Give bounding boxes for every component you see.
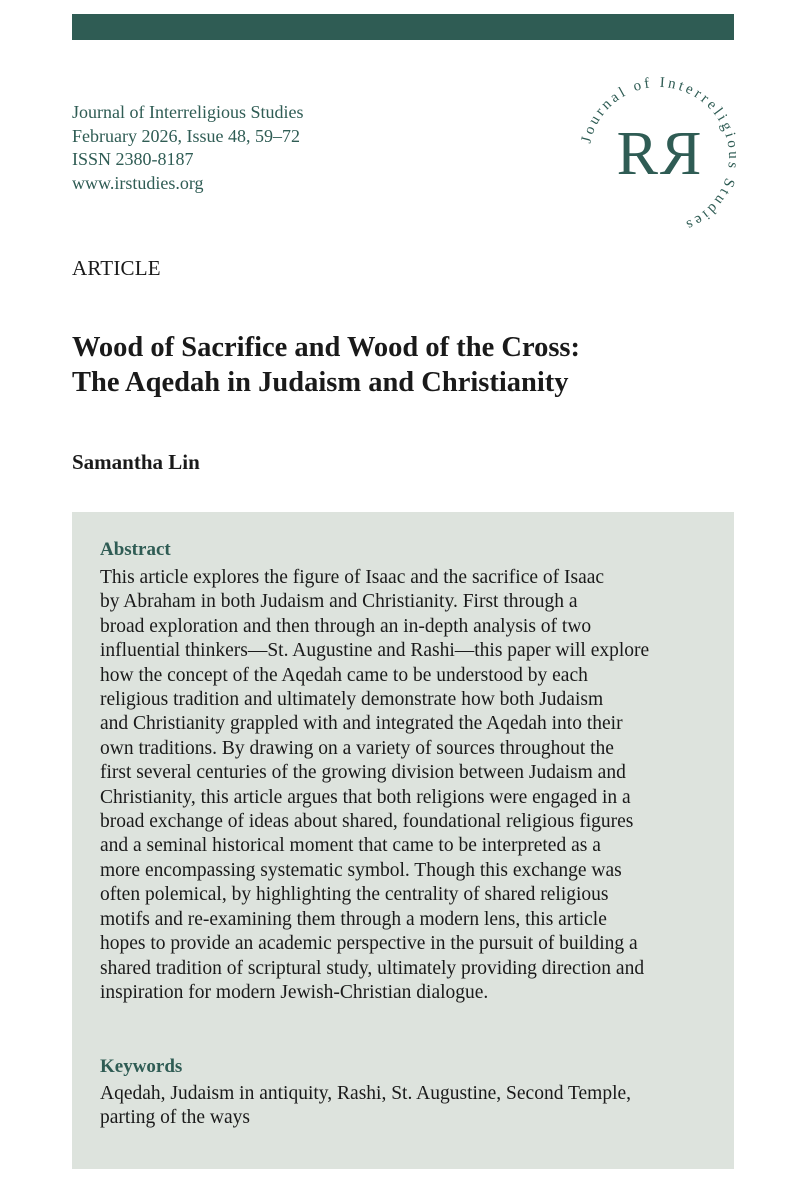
keywords-line: Aqedah, Judaism in antiquity, Rashi, St. Augustine, Second Temple, (100, 1083, 632, 1104)
abstract-heading: Abstract (100, 539, 171, 560)
abstract-line: shared tradition of scriptural study, ultimately providing direction and (100, 957, 645, 979)
journal-name: Journal of Interreligious Studies (72, 102, 304, 122)
abstract-line: often polemical, by highlighting the centrality of shared religious (100, 884, 609, 906)
abstract-box (72, 512, 734, 1169)
abstract-line: first several centuries of the growing division between Judaism and (100, 762, 626, 784)
abstract-line: broad exchange of ideas about shared, foundational religious figures (100, 811, 634, 833)
svg-text:R: R (660, 120, 702, 188)
abstract-line: influential thinkers—St. Augustine and Rashi—this paper will explore (100, 640, 650, 662)
keywords-heading: Keywords (100, 1056, 183, 1077)
keywords-line: parting of the ways (100, 1107, 251, 1129)
journal-website-link[interactable]: www.irstudies.org (72, 172, 204, 193)
issue-info: February 2026, Issue 48, 59–72 (72, 125, 300, 146)
issn: ISSN 2380-8187 (72, 149, 194, 169)
logo-ring-text: Journal of Interreligious Studies (578, 74, 742, 235)
journal-metadata (72, 101, 303, 195)
article-title (72, 330, 752, 400)
abstract-line: religious tradition and ultimately demonstrate how both Judaism (100, 689, 604, 711)
keywords-text (100, 1082, 631, 1131)
abstract-line: more encompassing systematic symbol. Though this exchange was (100, 859, 622, 881)
title-line: Wood of Sacrifice and Wood of the Cross: (72, 332, 581, 363)
abstract-line: by Abraham in both Judaism and Christianity. First through a (100, 591, 578, 613)
svg-text:R: R (616, 120, 658, 188)
journal-logo (574, 72, 744, 242)
abstract-line: and Christianity grappled with and integrated the Aqedah into their (100, 713, 623, 735)
abstract-line: and a seminal historical moment that came to be interpreted as a (100, 835, 601, 857)
abstract-line: This article explores the figure of Isaac and the sacrifice of Isaac (100, 567, 605, 588)
logo-monogram (617, 120, 702, 188)
top-accent-bar (72, 14, 734, 40)
author-name: Samantha Lin (72, 450, 200, 474)
abstract-line: broad exploration and then through an in-depth analysis of two (100, 615, 592, 637)
abstract-line: hopes to provide an academic perspective in the pursuit of building a (100, 933, 638, 955)
title-line: The Aqedah in Judaism and Christianity (72, 367, 569, 398)
abstract-line: motifs and re-examining them through a modern lens, this article (100, 908, 607, 930)
abstract-text (100, 566, 649, 1005)
abstract-line: own traditions. By drawing on a variety of sources throughout the (100, 737, 614, 759)
article-type-label: ARTICLE (72, 256, 161, 280)
abstract-line: Christianity, this article argues that both religions were engaged in a (100, 786, 631, 808)
abstract-line: inspiration for modern Jewish-Christian dialogue. (100, 981, 489, 1003)
abstract-line: how the concept of the Aqedah came to be understood by each (100, 664, 588, 686)
